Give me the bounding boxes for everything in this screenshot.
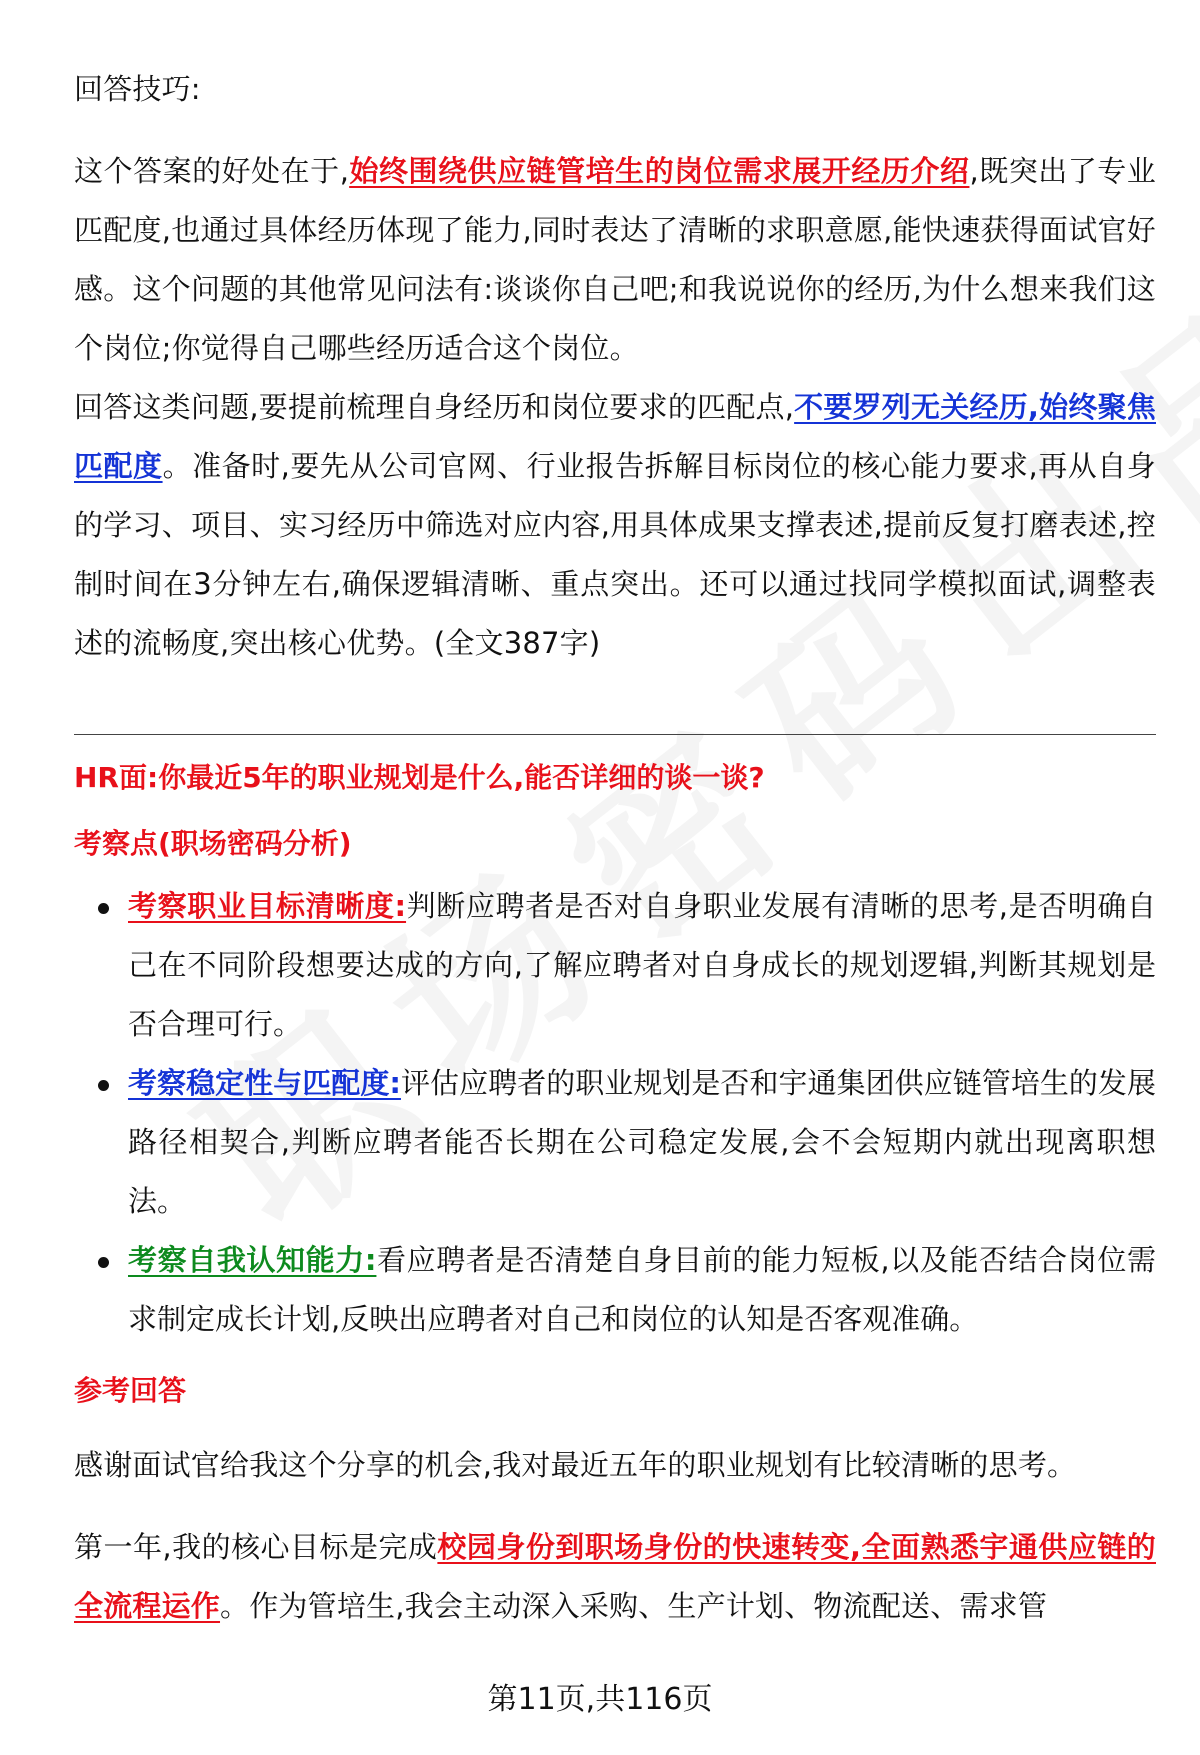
reference-heading: 参考回答 bbox=[74, 1374, 187, 1407]
tip-paragraph-1 bbox=[74, 142, 1156, 378]
highlight-red: 校园身份到职场身份的快速转变,全面熟悉宇通供应链的全流程运作 bbox=[74, 1530, 1156, 1623]
page-footer: 第11页,共116页 bbox=[487, 1682, 713, 1717]
document-content bbox=[74, 60, 1156, 673]
bullet-icon bbox=[98, 903, 109, 914]
list-item bbox=[74, 1054, 1156, 1231]
answer-paragraph-1: 感谢面试官给我这个分享的机会,我对最近五年的职业规划有比较清晰的思考。 bbox=[74, 1448, 1077, 1482]
tip-heading: 回答技巧: bbox=[74, 72, 201, 106]
bullet-icon bbox=[98, 1257, 109, 1268]
question-section bbox=[74, 758, 1156, 1636]
list-item bbox=[74, 1231, 1156, 1349]
analysis-list bbox=[74, 877, 1156, 1349]
bullet-label: 考察自我认知能力: bbox=[128, 1243, 377, 1277]
list-item bbox=[74, 877, 1156, 1054]
text: ,既突出了专业匹配度,也通过具体经历体现了能力,同时表达了清晰的求职意愿,能快速获得面试官好感。这个问题的其他常见问法有:谈谈你自己吧;和我说说你的经历,为什么想来我们这个岗位;你觉得自己哪些经历适合这个岗位。 bbox=[74, 154, 1157, 365]
highlight-blue: 不要罗列无关经历,始终聚焦匹配度 bbox=[74, 390, 1156, 483]
bullet-label: 考察职业目标清晰度: bbox=[128, 889, 407, 923]
section-divider bbox=[74, 734, 1156, 735]
text: 。准备时,要先从公司官网、行业报告拆解目标岗位的核心能力要求,再从自身的学习、项目、实习经历中筛选对应内容,用具体成果支撑表述,提前反复打磨表述,控制时间在3分钟左右,确保逻辑清晰、重点突出。还可以通过找同学模拟面试,调整表述的流畅度,突出核心优势。(全文387字) bbox=[74, 449, 1156, 660]
highlight-red: 始终围绕供应链管培生的岗位需求展开经历介绍 bbox=[349, 154, 970, 188]
text: 。作为管培生,我会主动深入采购、生产计划、物流配送、需求管 bbox=[220, 1589, 1048, 1623]
tip-paragraph-2 bbox=[74, 378, 1156, 673]
text: 这个答案的好处在于, bbox=[74, 154, 350, 188]
question-title: HR面:你最近5年的职业规划是什么,能否详细的谈一谈? bbox=[74, 761, 765, 794]
text: 第一年,我的核心目标是完成 bbox=[74, 1530, 438, 1564]
bullet-text: 判断应聘者是否对自身职业发展有清晰的思考,是否明确自己在不同阶段想要达成的方向,了解应聘者对自身成长的规划逻辑,判断其规划是否合理可行。 bbox=[128, 889, 1156, 1041]
text: 回答这类问题,要提前梳理自身经历和岗位要求的匹配点, bbox=[74, 390, 795, 424]
bullet-label: 考察稳定性与匹配度: bbox=[128, 1066, 401, 1100]
bullet-text: 看应聘者是否清楚自身目前的能力短板,以及能否结合岗位需求制定成长计划,反映出应聘者对自己和岗位的认知是否客观准确。 bbox=[128, 1243, 1156, 1336]
answer-paragraph-2 bbox=[74, 1518, 1156, 1636]
bullet-icon bbox=[98, 1080, 109, 1091]
analysis-heading: 考察点(职场密码分析) bbox=[74, 827, 352, 860]
bullet-text: 评估应聘者的职业规划是否和宇通集团供应链管培生的发展路径相契合,判断应聘者能否长期在公司稳定发展,会不会短期内就出现离职想法。 bbox=[128, 1066, 1156, 1218]
